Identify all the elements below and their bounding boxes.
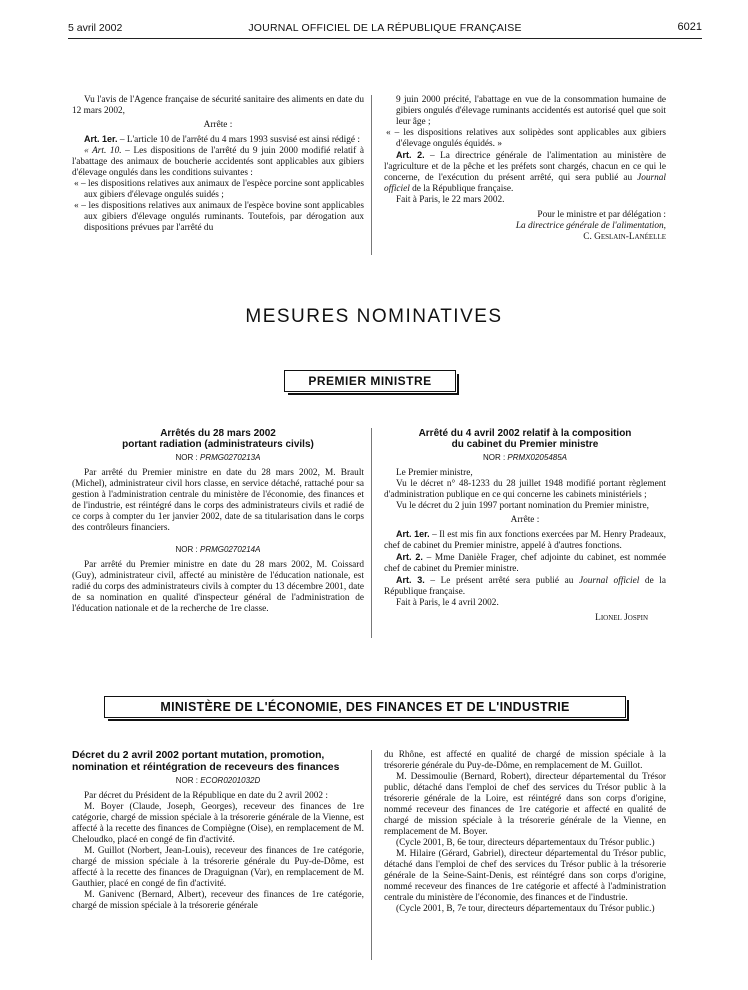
- decree-title: Arrêté du 4 avril 2002 relatif à la composition du cabinet du Premier ministre: [418, 428, 632, 450]
- signature-line: Pour le ministre et par délégation :: [537, 210, 666, 220]
- header-page-number: 6021: [677, 21, 702, 33]
- decret-right-column: [384, 750, 666, 915]
- column-divider: [371, 750, 372, 960]
- decret-left-column: [72, 750, 364, 912]
- paragraph: Vu le décret n° 48-1233 du 28 juillet 1948 modifié portant règlement d'administration publique en ce qui concerne les cabinets ministériels ;: [384, 479, 666, 500]
- paragraph: (Cycle 2001, B, 6e tour, directeurs départementaux du Trésor public.): [396, 838, 655, 848]
- paragraph: Le Premier ministre,: [396, 468, 473, 478]
- header-journal-title: JOURNAL OFFICIEL DE LA RÉPUBLIQUE FRANÇAISE: [248, 22, 522, 34]
- nor-reference: NOR : PRMG0270214A: [175, 545, 261, 554]
- article-label: Art. 1er.: [84, 134, 118, 144]
- arrete-label: Arrête :: [510, 515, 540, 525]
- paragraph: M. Ganivenc (Bernard, Albert), receveur des finances de 1re catégorie, chargé de mission spéciale à la trésorerie générale: [72, 890, 364, 911]
- top-left-column: [72, 95, 364, 234]
- paragraph: M. Boyer (Claude, Joseph, Georges), receveur des finances de 1re catégorie, chargé de mission spéciale à la trésorerie générale de la Vienne, est affecté à la recette des finances de Compiègne (Oise), en remplacement de M. Cheloudko, placé en congé de fin d'activité.: [72, 802, 364, 845]
- paragraph: (Cycle 2001, B, 7e tour, directeurs départementaux du Trésor public.): [396, 904, 655, 914]
- pm-left-column: [72, 428, 364, 615]
- decree-title: Décret du 2 avril 2002 portant mutation, promotion, nomination et réintégration de receveurs des finances: [72, 750, 340, 773]
- paragraph: du Rhône, est affecté en qualité de chargé de mission spéciale à la trésorerie générale du Puy-de-Dôme, en remplacement de M. Guillot.: [384, 750, 666, 771]
- nor-reference: NOR : ECOR0201032D: [175, 776, 261, 785]
- top-right-column: [384, 95, 666, 243]
- section-heading: MESURES NOMINATIVES: [245, 306, 503, 327]
- article-10-quote: « Art. 10. – Les dispositions de l'arrêté du 9 juin 2000 modifié relatif à l'abattage des animaux de boucherie accidentés sont applicables aux gibiers d'élevage ongulés dans les conditions suivantes :: [72, 146, 364, 178]
- ministere-economie-box: MINISTÈRE DE L'ÉCONOMIE, DES FINANCES ET DE L'INDUSTRIE: [104, 696, 626, 718]
- continuation: 9 juin 2000 précité, l'abattage en vue de la consommation humaine de gibiers ongulés d'élevage ruminants accidentés est autorisé quel que soit leur âge ;: [396, 95, 666, 127]
- paragraph: Vu l'avis de l'Agence française de sécurité sanitaire des aliments en date du 12 mars 2002,: [72, 95, 364, 116]
- paragraph: M. Dessimoulie (Bernard, Robert), directeur départemental du Trésor public, détaché dans l'emploi de chef des services du Trésor public à la trésorerie générale de la Loire, est réintégré dans son corps d'origine, nommé receveur des finances de 1re catégorie et affecté en qualité de chargé de mission spéciale à la trésorerie générale de la Vienne, en remplacement de M. Boyer.: [384, 772, 666, 837]
- list-item: « – les dispositions relatives aux animaux de l'espèce bovine sont applicables aux gibiers d'élevage ongulés ruminants. Toutefois, par dérogation aux dispositions prévues par l'arrêté du: [74, 201, 364, 233]
- paragraph: Par décret du Président de la République en date du 2 avril 2002 :: [84, 791, 328, 801]
- article-2: Art. 2. – La directrice générale de l'alimentation au ministère de l'agriculture et de la pêche et les préfets sont chargés, chacun en ce qui le concerne, de l'exécution du présent arrêté, qui sera publié au Journal officiel de la République française.: [384, 150, 666, 194]
- column-divider: [371, 428, 372, 638]
- paragraph: M. Hilaire (Gérard, Gabriel), directeur départemental du Trésor public, détaché dans l'emploi de chef des services du Trésor public à la trésorerie générale de la Seine-Saint-Denis, est réintégré dans son corps d'origine, nommé receveur des finances de 1re catégorie et affecté à l'administration centrale du ministère de l'économie, des finances et de l'industrie.: [384, 849, 666, 903]
- signature-name: C. Geslain-Lanéelle: [583, 232, 666, 242]
- article-3: Art. 3. – Le présent arrêté sera publié au Journal officiel de la République française.: [384, 575, 667, 597]
- pm-right-column: [384, 428, 666, 624]
- signature-title: La directrice générale de l'alimentation,: [515, 221, 666, 231]
- article-2: Art. 2. – Mme Danièle Frager, chef adjointe du cabinet, est nommée chef de cabinet du Premier ministre.: [384, 552, 666, 574]
- article-1: Art. 1er. – L'article 10 de l'arrêté du 4 mars 1993 susvisé est ainsi rédigé :: [84, 134, 360, 145]
- column-divider: [371, 95, 372, 255]
- nor-reference: NOR : PRMX0205485A: [482, 453, 568, 462]
- signature-name: Lionel Jospin: [595, 613, 648, 623]
- nor-reference: NOR : PRMG0270213A: [175, 453, 261, 462]
- list-item: « – les dispositions relatives aux animaux de l'espèce porcine sont applicables aux gibiers d'élevage ongulés suidés ;: [74, 179, 364, 200]
- decree-title: Arrêtés du 28 mars 2002 portant radiation (administrateurs civils): [122, 428, 314, 450]
- page-header: [68, 20, 702, 38]
- paragraph: Par arrêté du Premier ministre en date du 28 mars 2002, M. Coissard (Guy), administrateur civil, affecté au ministère de l'éducation nationale, est radié du corps des administrateurs civils à compter du 13 décembre 2001, date de sa nomination en qualité d'inspecteur général de l'administration de l'éducation nationale et de la recherche de 1re classe.: [72, 560, 364, 614]
- premier-ministre-box: PREMIER MINISTRE: [284, 370, 456, 392]
- paragraph: Vu le décret du 2 juin 1997 portant nomination du Premier ministre,: [396, 501, 649, 511]
- paragraph: M. Guillot (Norbert, Jean-Louis), receveur des finances de 1re catégorie, chargé de mission spéciale à la trésorerie générale du Puy-de-Dôme, est affecté à la recette des finances de Draguignan (Var), en remplacement de M. Gauthier, placé en congé de fin d'activité.: [72, 846, 364, 889]
- arrete-label: Arrête :: [203, 120, 233, 130]
- fait-a-paris: Fait à Paris, le 22 mars 2002.: [396, 195, 505, 205]
- header-rule: [68, 38, 702, 39]
- header-date: 5 avril 2002: [68, 22, 123, 34]
- list-item: « – les dispositions relatives aux solipèdes sont applicables aux gibiers d'élevage ongulés équidés. »: [386, 128, 666, 149]
- paragraph: Par arrêté du Premier ministre en date du 28 mars 2002, M. Brault (Michel), administrateur civil hors classe, en service détaché, rattaché pour sa gestion à l'administration centrale du ministère de l'économie, des finances et de l'industrie, est réintégré dans le corps des administrateurs civils et radié de ce corps à compter du 1er janvier 2002, date de sa titularisation dans le corps des contrôleurs financiers.: [72, 468, 364, 533]
- article-1: Art. 1er. – Il est mis fin aux fonctions exercées par M. Henry Pradeaux, chef de cabinet du Premier ministre, appelé à d'autres fonctions.: [384, 529, 666, 551]
- fait-a-paris: Fait à Paris, le 4 avril 2002.: [396, 598, 499, 608]
